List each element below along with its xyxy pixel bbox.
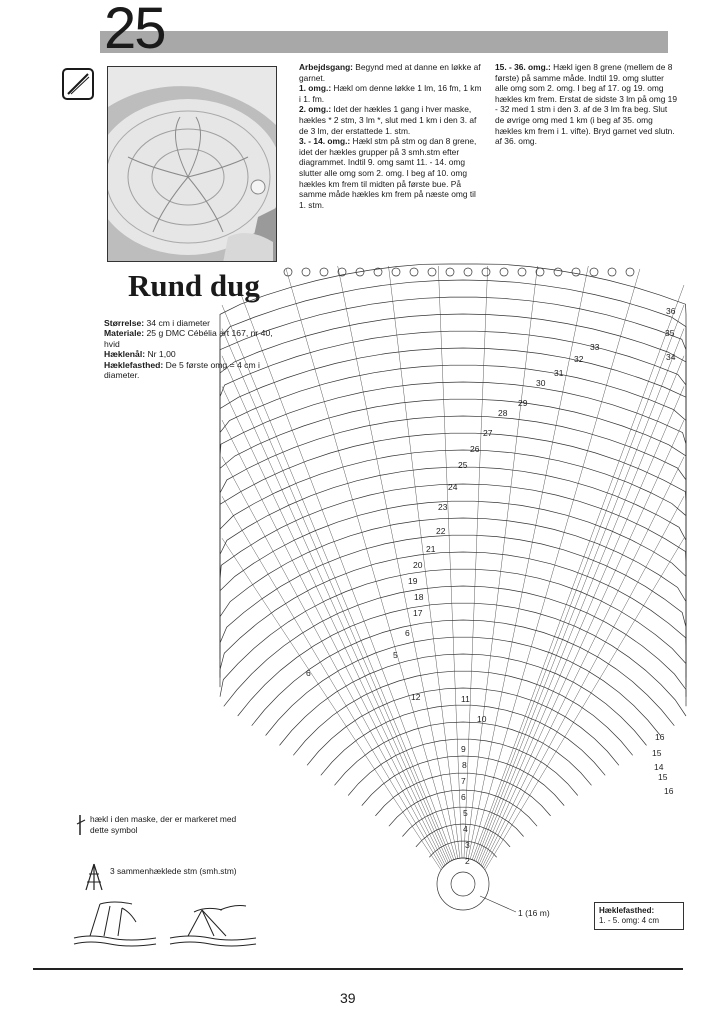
round-label: 6 bbox=[461, 792, 466, 802]
stitch-line bbox=[474, 305, 684, 861]
picot bbox=[500, 268, 508, 276]
stitch-line bbox=[438, 266, 462, 858]
instruction-paragraph: 2. omg.: Idet der hækles 1 gang i hver maske, hækles * 2 stm, 3 lm *, slut med 1 km i den 3. af de 3 lm, der erstattede 1. stm. bbox=[299, 104, 477, 136]
picot bbox=[536, 268, 544, 276]
spec-material: Materiale: 25 g DMC Cébélia art 167, nr 40, hvid bbox=[104, 328, 273, 349]
round-label: 6 bbox=[405, 628, 410, 638]
picot bbox=[608, 268, 616, 276]
round-label: 21 bbox=[426, 544, 436, 554]
stitch-line bbox=[389, 266, 460, 858]
picot bbox=[392, 268, 400, 276]
round-arc bbox=[220, 552, 686, 687]
round-label: 2 bbox=[465, 856, 470, 866]
spec-gauge: Hæklefasthed: De 5 første omg = 4 cm i diameter. bbox=[104, 359, 260, 381]
pattern-number: 25 bbox=[104, 0, 165, 61]
spec-size: Størrelse: 34 cm i diameter bbox=[104, 318, 211, 328]
start-label: 1 (16 m) bbox=[518, 908, 550, 918]
stitch-line bbox=[482, 457, 684, 867]
round-label: 33 bbox=[590, 342, 600, 352]
round-label: 18 bbox=[414, 592, 424, 602]
crochet-chart bbox=[218, 256, 688, 952]
round-label: 9 bbox=[461, 744, 466, 754]
round-arc bbox=[220, 450, 686, 631]
picot bbox=[428, 268, 436, 276]
picot bbox=[320, 268, 328, 276]
round-arc bbox=[252, 620, 675, 726]
start-ring-inner bbox=[451, 872, 475, 896]
stitch-line bbox=[478, 356, 684, 863]
picot bbox=[446, 268, 454, 276]
stitch-line bbox=[286, 269, 456, 859]
start-leader bbox=[480, 896, 516, 912]
stitch-line bbox=[222, 457, 444, 867]
round-arc bbox=[429, 841, 496, 857]
round-label: 10 bbox=[477, 714, 487, 724]
marker-symbol-icon bbox=[76, 814, 88, 836]
instruction-paragraph: 15. - 36. omg.: Hækl igen 8 grene (mellem de 8 første) på samme måde. Indtil 19. omg slutter alle omg som 2. omg. I beg af 17. og 19. omg hækles km frem. Erstat de sidste 3 lm på omg 19 - 32 med 1 stm i den 3. af de 3 lm fra beg. Slut de øvrige omg med 1 km (i beg af 35. omg hækles km frem i 1. vifte). Bryd garnet ved slutn. af 36. omg. bbox=[495, 62, 677, 147]
round-label: 17 bbox=[413, 608, 423, 618]
legend-cluster-text: 3 sammenhæklede stm (smh.stm) bbox=[110, 866, 237, 876]
round-label: 4 bbox=[463, 824, 468, 834]
instructions-column-1 bbox=[299, 62, 485, 210]
stitch-line bbox=[479, 386, 684, 863]
round-label: 27 bbox=[483, 428, 493, 438]
round-label: 30 bbox=[536, 378, 546, 388]
round-label: 20 bbox=[413, 560, 423, 570]
round-label: 3 bbox=[465, 840, 470, 850]
round-arc bbox=[220, 484, 686, 649]
round-arc bbox=[220, 518, 686, 668]
round-arc bbox=[220, 264, 686, 533]
picot bbox=[554, 268, 562, 276]
round-label: 7 bbox=[461, 776, 466, 786]
round-label: 25 bbox=[458, 460, 468, 470]
footer-rule bbox=[33, 968, 683, 970]
stitch-line bbox=[222, 538, 441, 870]
header-bar bbox=[100, 31, 668, 53]
round-label: 22 bbox=[436, 526, 446, 536]
stitch-line bbox=[338, 266, 458, 859]
stitch-line bbox=[222, 496, 442, 868]
instruction-paragraph: 3. - 14. omg.: Hækl stm på stm og dan 8 grene, idet der hækles grupper på 3 smh.stm efter diagrammet. Indtil 9. omg samt 11. - 14. omg slutter alle omg som 2. omg. I beg af 10. omg hækles km frem til midten på første bue. På samme måde hækles km frem på næste omg til 1. stm. bbox=[299, 136, 477, 210]
round-label: 19 bbox=[408, 576, 418, 586]
stitch-line bbox=[470, 269, 640, 859]
picot bbox=[626, 268, 634, 276]
round-label: 15 bbox=[658, 772, 668, 782]
round-label: 5 bbox=[463, 808, 468, 818]
page-number: 39 bbox=[340, 990, 356, 1006]
round-label: 23 bbox=[438, 502, 448, 512]
round-label: 28 bbox=[498, 408, 508, 418]
picot bbox=[302, 268, 310, 276]
round-label: 36 bbox=[666, 306, 676, 316]
stitch-line bbox=[466, 266, 537, 858]
round-label: 29 bbox=[518, 398, 528, 408]
gauge-value: 1. - 5. omg: 4 cm bbox=[599, 916, 660, 925]
round-label: 8 bbox=[462, 760, 467, 770]
round-label: 12 bbox=[411, 692, 421, 702]
round-arc bbox=[266, 637, 661, 735]
doily-photo bbox=[107, 66, 277, 262]
round-label: 6 bbox=[306, 668, 311, 678]
round-label: 15 bbox=[652, 748, 662, 758]
instructions-column-2 bbox=[495, 62, 677, 147]
round-label: 16 bbox=[664, 786, 674, 796]
round-label: 5 bbox=[393, 650, 398, 660]
legend-marker-text: hækl i den maske, der er markeret med dette symbol bbox=[90, 814, 237, 835]
stitch-line bbox=[472, 285, 684, 860]
stitch-line bbox=[484, 496, 684, 868]
round-arc bbox=[220, 535, 686, 677]
picot bbox=[410, 268, 418, 276]
round-label: 26 bbox=[470, 444, 480, 454]
stitch-line bbox=[464, 266, 488, 858]
round-label: 31 bbox=[554, 368, 564, 378]
round-arc bbox=[220, 433, 686, 622]
round-label: 16 bbox=[655, 732, 665, 742]
gauge-box bbox=[594, 902, 684, 930]
cluster-symbol-icon bbox=[84, 862, 104, 892]
stitch-illustration bbox=[70, 898, 260, 952]
stitch-line bbox=[238, 285, 454, 860]
picot bbox=[518, 268, 526, 276]
start-ring bbox=[437, 858, 489, 910]
instruction-paragraph: 1. omg.: Hækl om denne løkke 1 lm, 16 fm, 1 km i 1. fm. bbox=[299, 83, 482, 104]
gauge-heading: Hæklefasthed: bbox=[599, 906, 655, 915]
round-label: 32 bbox=[574, 354, 584, 364]
round-label: 34 bbox=[666, 352, 676, 362]
stitch-line bbox=[468, 266, 588, 859]
round-label: 11 bbox=[461, 694, 470, 704]
instruction-paragraph: Arbejdsgang: Begynd med at danne en løkke af garnet. bbox=[299, 62, 481, 83]
crochet-hook-icon bbox=[62, 68, 94, 100]
picot bbox=[590, 268, 598, 276]
picot bbox=[572, 268, 580, 276]
round-label: 14 bbox=[654, 762, 664, 772]
picot bbox=[464, 268, 472, 276]
round-arc bbox=[220, 467, 686, 640]
round-label: 24 bbox=[448, 482, 458, 492]
round-label: 35 bbox=[665, 328, 675, 338]
pattern-title: Rund dug bbox=[128, 268, 260, 303]
picot bbox=[482, 268, 490, 276]
round-arc bbox=[293, 671, 632, 755]
round-arc bbox=[443, 858, 484, 868]
spec-hook: Hæklenål: Nr 1,00 bbox=[104, 349, 176, 360]
